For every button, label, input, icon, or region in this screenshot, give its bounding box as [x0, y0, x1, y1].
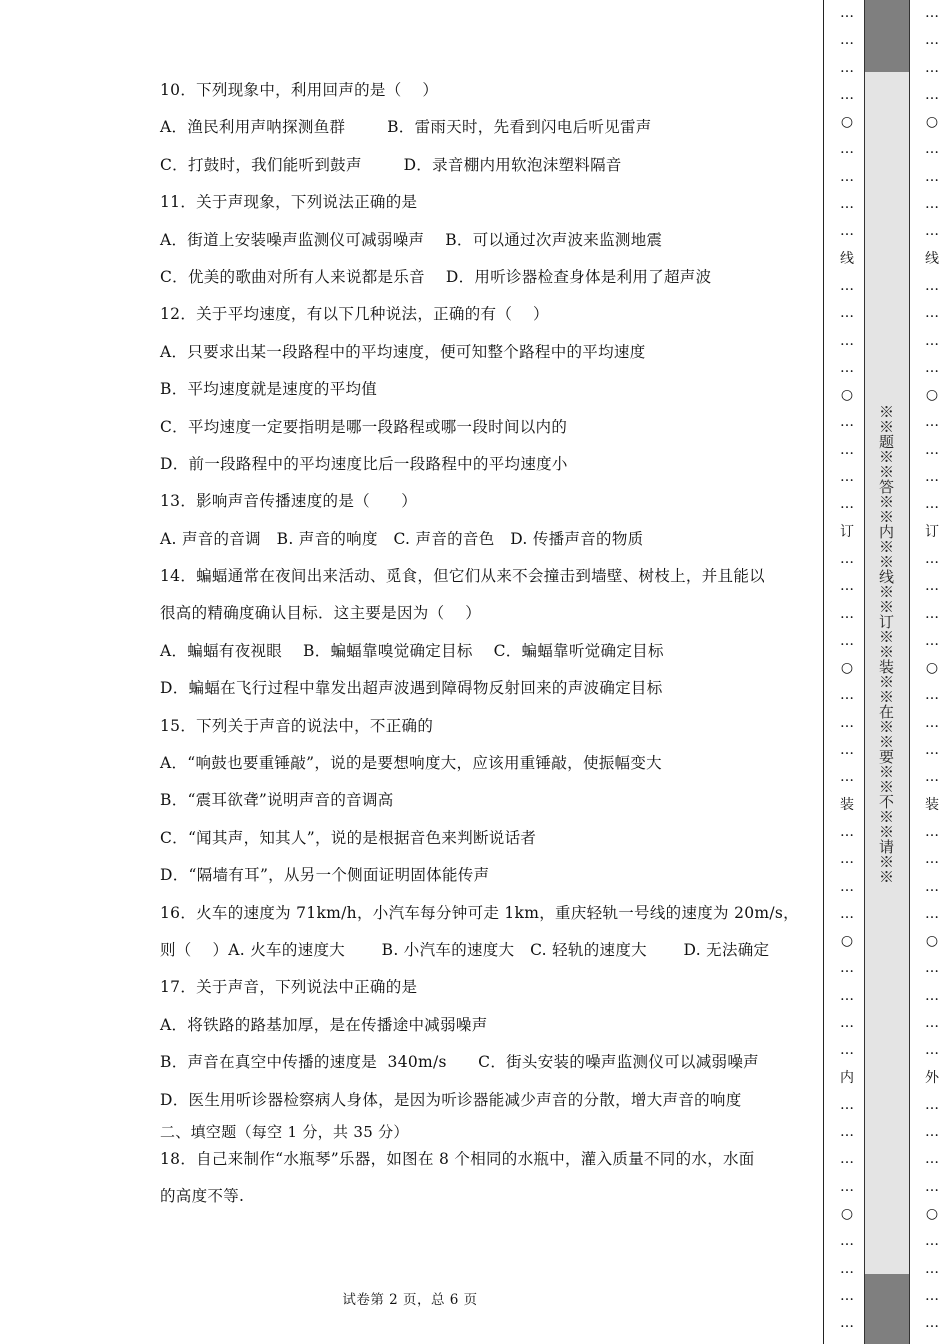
inner-mark: 订 [840, 523, 854, 540]
inner-mark: 装 [840, 796, 854, 813]
binding-rule-left [823, 0, 824, 1344]
q17-stem: 17．关于声音，下列说法中正确的是 [160, 978, 418, 997]
outer-dots: … [925, 905, 939, 922]
inner-dots: … [840, 141, 854, 158]
inner-dots: … [840, 168, 854, 185]
inner-dots: … [840, 987, 854, 1004]
inner-dots: … [840, 905, 854, 922]
outer-dots: … [925, 1096, 939, 1113]
outer-dots: … [925, 59, 939, 76]
outer-binding-column [921, 0, 943, 1344]
outer-dots: … [925, 1287, 939, 1304]
q17-line: A．将铁路的路基加厚，是在传播途中减弱噪声 [160, 1015, 488, 1034]
inner-dots: … [840, 223, 854, 240]
inner-dots: … [840, 86, 854, 103]
outer-dots: … [925, 496, 939, 513]
outer-dots: … [925, 578, 939, 595]
q15-line: A．“响鼓也要重锤敲”，说的是要想响度大，应该用重锤敲，使振幅变大 [160, 754, 662, 773]
inner-hole-icon: ○ [840, 1206, 854, 1223]
inner-dots: … [840, 878, 854, 895]
q15-line: C．“闻其声，知其人”，说的是根据音色来判断说话者 [160, 828, 537, 847]
inner-dots: … [840, 1233, 854, 1250]
outer-dots: … [925, 878, 939, 895]
q15-stem: 15．下列关于声音的说法中，不正确的 [160, 716, 434, 735]
inner-dots: … [840, 496, 854, 513]
inner-mark: 线 [840, 250, 854, 267]
q12-line: C．平均速度一定要指明是哪一段路程或哪一段时间以内的 [160, 417, 568, 436]
inner-mark: 内 [840, 1069, 854, 1086]
inner-hole-icon: ○ [840, 114, 854, 131]
inner-dots: … [840, 823, 854, 840]
inner-dots: … [840, 277, 854, 294]
page-footer: 试卷第 2 页，总 6 页 [342, 1292, 478, 1308]
q13-line: A. 声音的音调 B. 声音的响度 C. 声音的音色 D. 传播声音的物质 [160, 529, 644, 548]
inner-dots: … [840, 1096, 854, 1113]
inner-dots: … [840, 1287, 854, 1304]
inner-dots: … [840, 5, 854, 21]
outer-dots: … [925, 851, 939, 868]
q17-line: B．声音在真空中传播的速度是 340m/s C．街头安装的噪声监测仪可以减弱噪声 [160, 1053, 759, 1072]
outer-dots: … [925, 1151, 939, 1168]
q12-stem: 12．关于平均速度，有以下几种说法，正确的有（ ） [160, 305, 549, 324]
q14-line: A．蝙蝠有夜视眼 B．蝙蝠靠嗅觉确定目标 C．蝙蝠靠听觉确定目标 [160, 641, 664, 660]
outer-dots: … [925, 5, 939, 21]
outer-dots: … [925, 742, 939, 759]
outer-mark: 订 [925, 523, 939, 540]
outer-dots: … [925, 359, 939, 376]
inner-dots: … [840, 332, 854, 349]
inner-dots: … [840, 1014, 854, 1031]
q13-stem: 13．影响声音传播速度的是（ ） [160, 492, 418, 511]
inner-dots: … [840, 32, 854, 49]
outer-dots: … [925, 1315, 939, 1332]
section-heading: 二、填空题（每空 1 分，共 35 分） [160, 1122, 409, 1141]
inner-dots: … [840, 59, 854, 76]
inner-dots: … [840, 742, 854, 759]
outer-dots: … [925, 1260, 939, 1277]
outer-dots: … [925, 86, 939, 103]
outer-hole-icon: ○ [925, 114, 939, 131]
q16-line: 则（ ）A. 火车的速度大 B. 小汽车的速度大 C. 轻轨的速度大 D. 无法确定 [160, 940, 770, 959]
q18-line: 的高度不等. [160, 1187, 245, 1206]
q17-line: D．医生用听诊器检察病人身体，是因为听诊器能减少声音的分散，增大声音的响度 [160, 1090, 742, 1109]
inner-dots: … [840, 632, 854, 649]
inner-dots: … [840, 1260, 854, 1277]
q10-line: A．渔民利用声呐探测鱼群 B．雷雨天时，先看到闪电后听见雷声 [160, 118, 652, 137]
banner-cap-top [865, 0, 909, 72]
inner-dots: … [840, 960, 854, 977]
outer-dots: … [925, 632, 939, 649]
outer-dots: … [925, 414, 939, 431]
outer-hole-icon: ○ [925, 387, 939, 404]
outer-dots: … [925, 605, 939, 622]
q14-line: D．蝙蝠在飞行过程中靠发出超声波遇到障碍物反射回来的声波确定目标 [160, 679, 663, 698]
outer-dots: … [925, 1178, 939, 1195]
outer-dots: … [925, 223, 939, 240]
outer-dots: … [925, 823, 939, 840]
inner-dots: … [840, 687, 854, 704]
inner-hole-icon: ○ [840, 660, 854, 677]
inner-dots: … [840, 196, 854, 213]
inner-dots: … [840, 851, 854, 868]
outer-dots: … [925, 168, 939, 185]
outer-dots: … [925, 1014, 939, 1031]
outer-dots: … [925, 305, 939, 322]
question-content [160, 76, 800, 1220]
inner-dots: … [840, 1042, 854, 1059]
q11-line: C．优美的歌曲对所有人来说都是乐音 D．用听诊器检查身体是利用了超声波 [160, 267, 712, 286]
outer-dots: … [925, 332, 939, 349]
outer-dots: … [925, 687, 939, 704]
inner-dots: … [840, 605, 854, 622]
q12-line: A．只要求出某一段路程中的平均速度，便可知整个路程中的平均速度 [160, 342, 646, 361]
inner-hole-icon: ○ [840, 933, 854, 950]
inner-dots: … [840, 1315, 854, 1332]
banner-cap-bottom [865, 1274, 909, 1344]
inner-dots: … [840, 769, 854, 786]
q10-line: C．打鼓时，我们能听到鼓声 D．录音棚内用软泡沫塑料隔音 [160, 155, 622, 174]
q12-line: B．平均速度就是速度的平均值 [160, 380, 378, 399]
outer-dots: … [925, 987, 939, 1004]
outer-dots: … [925, 714, 939, 731]
outer-dots: … [925, 32, 939, 49]
outer-hole-icon: ○ [925, 660, 939, 677]
no-answer-warning: ※※题※※答※※内※※线※※订※※装※※在※※要※※不※※请※※ [877, 404, 895, 884]
inner-dots: … [840, 550, 854, 567]
inner-dots: … [840, 714, 854, 731]
outer-dots: … [925, 1233, 939, 1250]
inner-dots: … [840, 1178, 854, 1195]
inner-hole-icon: ○ [840, 387, 854, 404]
inner-dots: … [840, 578, 854, 595]
q16-stem: 16．火车的速度为 71km/h，小汽车每分钟可走 1km，重庆轻轨一号线的速度为 20m/s， [160, 903, 799, 922]
outer-dots: … [925, 550, 939, 567]
seal-line-banner [864, 0, 910, 1344]
inner-dots: … [840, 441, 854, 458]
outer-dots: … [925, 769, 939, 786]
q15-line: B．“震耳欲聋”说明声音的音调高 [160, 791, 394, 810]
q15-line: D．“隔墙有耳”，从另一个侧面证明固体能传声 [160, 866, 490, 885]
inner-dots: … [840, 1151, 854, 1168]
outer-dots: … [925, 1124, 939, 1141]
outer-dots: … [925, 441, 939, 458]
outer-hole-icon: ○ [925, 933, 939, 950]
outer-dots: … [925, 141, 939, 158]
outer-mark: 线 [925, 250, 939, 267]
outer-dots: … [925, 469, 939, 486]
inner-binding-column [836, 0, 858, 1344]
inner-dots: … [840, 359, 854, 376]
q12-line: D．前一段路程中的平均速度比后一段路程中的平均速度小 [160, 454, 568, 473]
q14-stem: 14．蝙蝠通常在夜间出来活动、觅食，但它们从来不会撞击到墙壁、树枝上，并且能以 [160, 567, 765, 586]
q11-stem: 11．关于声现象，下列说法正确的是 [160, 193, 418, 212]
outer-dots: … [925, 196, 939, 213]
q10-stem: 10．下列现象中，利用回声的是（ ） [160, 81, 439, 99]
inner-dots: … [840, 305, 854, 322]
inner-dots: … [840, 414, 854, 431]
outer-dots: … [925, 277, 939, 294]
outer-mark: 外 [925, 1069, 939, 1086]
inner-dots: … [840, 1124, 854, 1141]
q11-line: A．街道上安装噪声监测仪可减弱噪声 B．可以通过次声波来监测地震 [160, 230, 663, 249]
inner-dots: … [840, 469, 854, 486]
q14-line: 很高的精确度确认目标．这主要是因为（ ） [160, 604, 482, 623]
outer-dots: … [925, 960, 939, 977]
q18-stem: 18．自己来制作“水瓶琴”乐器，如图在 8 个相同的水瓶中，灌入质量不同的水，水面 [160, 1149, 755, 1168]
outer-mark: 装 [925, 796, 939, 813]
outer-hole-icon: ○ [925, 1206, 939, 1223]
outer-dots: … [925, 1042, 939, 1059]
